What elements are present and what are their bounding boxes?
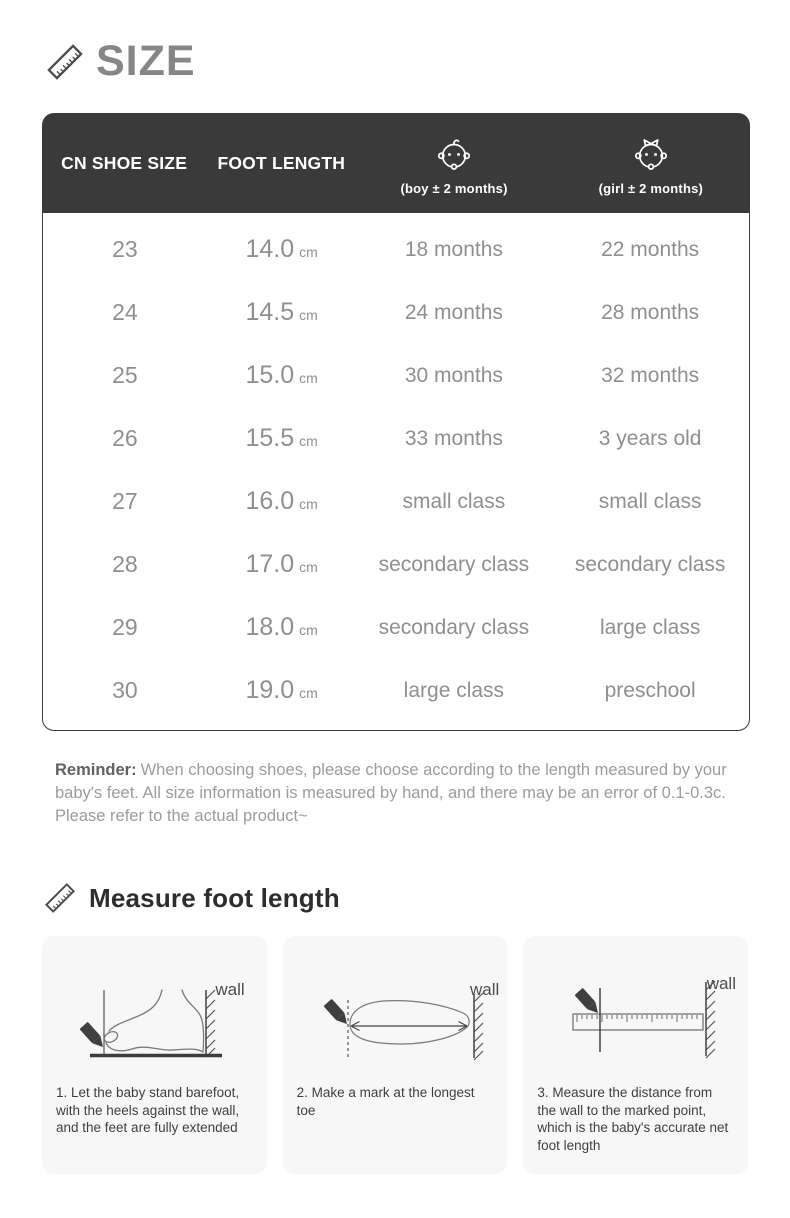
cell-girl-age: 3 years old — [598, 426, 702, 450]
cell-girl-age: 32 months — [601, 363, 700, 387]
foot-length-unit: cm — [299, 622, 318, 638]
foot-length-unit: cm — [299, 307, 318, 323]
foot-length-value: 14.0 — [245, 235, 295, 263]
measure-steps — [42, 936, 748, 1174]
measure-step-card-2 — [283, 936, 508, 1174]
table-row — [43, 344, 749, 407]
baby-boy-icon — [434, 135, 474, 178]
ruler-measure-illustration — [537, 954, 733, 1076]
cell-boy-age: 18 months — [404, 237, 503, 261]
cell-foot-length — [245, 676, 317, 705]
size-section-header — [0, 0, 790, 83]
step-caption: 1. Let the baby stand barefoot, with the heels against the wall, and the feet are fully extended — [56, 1085, 240, 1135]
cell-foot-length — [245, 487, 317, 516]
measure-title: Measure foot length — [89, 882, 340, 913]
header-boy-age — [400, 135, 507, 196]
cell-foot-length — [245, 298, 317, 327]
foot-length-value: 19.0 — [245, 676, 295, 704]
foot-side-illustration — [56, 954, 252, 1076]
reminder-paragraph — [55, 759, 735, 828]
header-cn-shoe-size: CN SHOE SIZE — [61, 152, 188, 173]
step-caption: 2. Make a mark at the longest toe — [296, 1085, 475, 1118]
foot-length-unit: cm — [299, 685, 318, 701]
cell-boy-age: 33 months — [404, 426, 503, 450]
ruler-icon — [46, 43, 84, 81]
table-row — [43, 218, 749, 281]
foot-length-unit: cm — [299, 496, 318, 512]
cell-shoe-size: 27 — [112, 488, 138, 514]
measure-step-card-3 — [523, 936, 748, 1174]
header-girl-label: (girl ± 2 months) — [598, 180, 704, 196]
table-header-row — [42, 113, 750, 213]
pencil-icon — [575, 988, 603, 1017]
baby-girl-icon — [631, 135, 671, 178]
measure-section-header — [44, 882, 790, 914]
foot-length-unit: cm — [299, 244, 318, 260]
wall-label: wall — [470, 980, 500, 999]
size-table — [42, 113, 750, 731]
foot-length-value: 16.0 — [245, 487, 295, 515]
pencil-icon — [323, 999, 351, 1028]
cell-boy-age: small class — [402, 489, 506, 513]
cell-girl-age: small class — [598, 489, 702, 513]
cell-foot-length — [245, 550, 317, 579]
header-boy-label: (boy ± 2 months) — [400, 180, 508, 196]
cell-shoe-size: 29 — [112, 614, 138, 640]
table-row — [43, 659, 749, 722]
table-row — [43, 281, 749, 344]
foot-length-value: 18.0 — [245, 613, 295, 641]
cell-girl-age: preschool — [604, 678, 696, 702]
cell-shoe-size: 24 — [112, 299, 138, 325]
table-row — [43, 596, 749, 659]
header-foot-length: FOOT LENGTH — [217, 152, 346, 173]
foot-length-unit: cm — [299, 559, 318, 575]
cell-foot-length — [245, 424, 317, 453]
table-row — [43, 407, 749, 470]
foot-length-value: 17.0 — [245, 550, 295, 578]
foot-length-value: 14.5 — [245, 298, 295, 326]
cell-girl-age: 22 months — [601, 237, 700, 261]
cell-shoe-size: 25 — [112, 362, 138, 388]
cell-shoe-size: 28 — [112, 551, 138, 577]
reminder-label: Reminder: — [55, 761, 137, 779]
ruler-icon — [44, 882, 76, 914]
measure-step-card-1 — [42, 936, 267, 1174]
foot-length-value: 15.5 — [245, 424, 295, 452]
wall-label: wall — [706, 974, 736, 993]
foot-length-unit: cm — [299, 433, 318, 449]
cell-foot-length — [245, 361, 317, 390]
foot-top-illustration — [297, 954, 493, 1076]
reminder-text: When choosing shoes, please choose according to the length measured by your baby's feet. All size information is measured by hand, and there may be an error of 0.1-0.3c. Please refer to the actual product~ — [55, 761, 727, 825]
pencil-icon — [80, 1022, 108, 1051]
header-girl-age — [599, 135, 703, 196]
cell-boy-age: 24 months — [404, 300, 503, 324]
size-title: SIZE — [96, 37, 196, 85]
cell-girl-age: secondary class — [574, 552, 726, 576]
cell-foot-length — [245, 235, 317, 264]
cell-girl-age: large class — [599, 615, 701, 639]
cell-boy-age: large class — [403, 678, 505, 702]
table-body — [42, 213, 750, 731]
wall-label: wall — [215, 980, 245, 999]
cell-girl-age: 28 months — [601, 300, 700, 324]
step-caption: 3. Measure the distance from the wall to the marked point, which is the baby's accurate net foot length — [537, 1085, 729, 1153]
cell-shoe-size: 23 — [112, 236, 138, 262]
cell-boy-age: secondary class — [378, 552, 530, 576]
table-row — [43, 470, 749, 533]
foot-length-unit: cm — [299, 370, 318, 386]
cell-boy-age: 30 months — [404, 363, 503, 387]
table-row — [43, 533, 749, 596]
cell-shoe-size: 26 — [112, 425, 138, 451]
cell-shoe-size: 30 — [112, 677, 138, 703]
foot-length-value: 15.0 — [245, 361, 295, 389]
cell-foot-length — [245, 613, 317, 642]
cell-boy-age: secondary class — [378, 615, 530, 639]
